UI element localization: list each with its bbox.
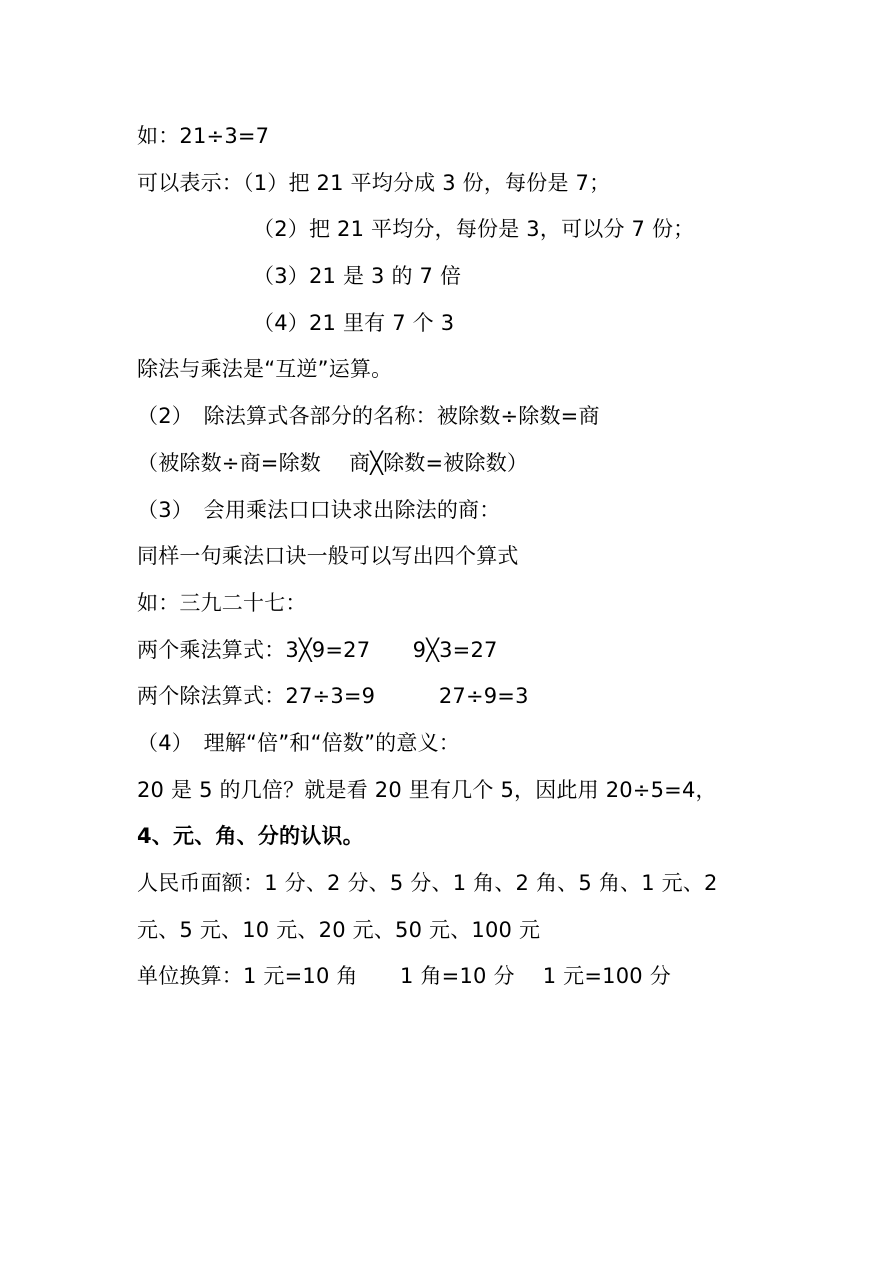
inverse-operation-note: 除法与乘法是“互逆”运算。 <box>137 357 393 382</box>
meaning-item-1: 可以表示：（1）把 21 平均分成 3 份，每份是 7； <box>137 170 611 195</box>
rhyme-example: 如：三九二十七： <box>137 590 307 615</box>
division-parts-relations: （被除数÷商=除数 商╳除数=被除数） <box>137 450 529 475</box>
unit-conversion: 单位换算：1 元=10 角 1 角=10 分 1 元=100 分 <box>137 964 671 989</box>
currency-denominations-continued: 元、5 元、10 元、20 元、50 元、100 元 <box>137 917 541 942</box>
multiplication-table-heading: （3） 会用乘法口口诀求出除法的商： <box>137 497 501 522</box>
example-line: 如：21÷3=7 <box>137 124 270 148</box>
times-example: 20 是 5 的几倍？就是看 20 里有几个 5，因此用 20÷5=4， <box>137 777 717 802</box>
meaning-item-3: （3）21 是 3 的 7 倍 <box>253 264 462 289</box>
division-equations: 两个除法算式：27÷3=9 27÷9=3 <box>137 684 529 709</box>
division-parts-heading: （2） 除法算式各部分的名称：被除数÷除数=商 <box>137 404 600 429</box>
document-body <box>137 113 777 1000</box>
multiplication-equations: 两个乘法算式：3╳9=27 9╳3=27 <box>137 637 498 662</box>
meaning-item-2: （2）把 21 平均分，每份是 3，可以分 7 份； <box>253 217 695 242</box>
four-equations-note: 同样一句乘法口诀一般可以写出四个算式 <box>137 544 519 569</box>
meaning-item-4: （4）21 里有 7 个 3 <box>253 310 455 335</box>
currency-denominations: 人民币面额：1 分、2 分、5 分、1 角、2 角、5 角、1 元、2 <box>137 871 718 895</box>
section-heading-money: 4、元、角、分的认识。 <box>137 824 364 849</box>
times-meaning-heading: （4） 理解“倍”和“倍数”的意义： <box>137 730 460 755</box>
